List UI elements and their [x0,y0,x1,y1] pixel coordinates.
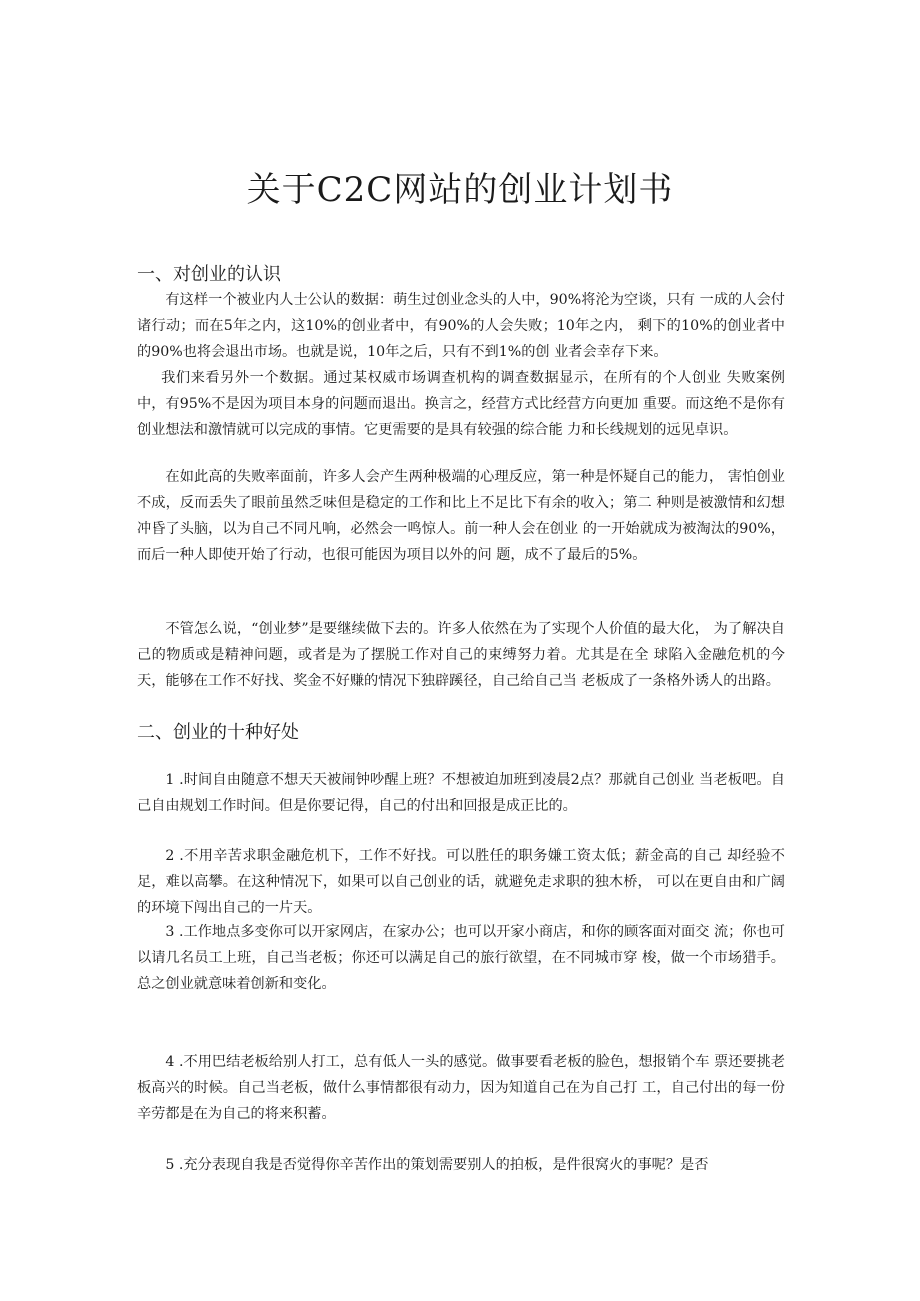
list-item: 4 .不用巴结老板给别人打工，总有低人一头的感觉。做事要看老板的脸色，想报销个车 票还要挑老板高兴的时候。自己当老板，做什么事情都很有动力，因为知道自己在为自己打 工，自己付出的每一份辛劳都是在为自己的将来积蓄。 [137,1054,785,1122]
page-title: 关于C2C网站的创业计划书 [246,170,674,210]
list-item: 3 .工作地点多变你可以开家网店，在家办公；也可以开家小商店，和你的顾客面对面交 流；你也可以请几名员工上班，自己当老板；你还可以满足自己的旅行欲望，在不同城市穿 梭，做一个市场猎手。总之创业就意味着创新和变化。 [137,924,785,992]
list-item: 2 .不用辛苦求职金融危机下，工作不好找。可以胜任的职务嫌工资太低；薪金高的自己 却经验不足，难以高攀。在这种情况下，如果可以自己创业的话，就避免走求职的独木桥， 可以在更自由和广阔的环境下闯出自己的一片天。 [137,848,785,916]
list-item: 1 .时间自由随意不想天天被闹钟吵醒上班？不想被迫加班到凌晨2点？那就自己创业 当老板吧。自己自由规划工作时间。但是你要记得，自己的付出和回报是成正比的。 [137,772,785,814]
paragraph: 在如此高的失败率面前，许多人会产生两种极端的心理反应，第一种是怀疑自己的能力， 害怕创业不成，反而丢失了眼前虽然乏味但是稳定的工作和比上不足比下有余的收入；第二 种则是被激情和幻想冲昏了头脑，以为自己不同凡响，必然会一鸣惊人。前一种人会在创业 的一开始就成为被淘汰的90%，而后一种人即使开始了行动，也很可能因为项目以外的问 题，成不了最后的5%。 [137,469,785,563]
paragraph: 我们来看另外一个数据。通过某权威市场调查机构的调查数据显示，在所有的个人创业 失败案例中，有95%不是因为项目本身的问题而退出。换言之，经营方式比经营方向更加 重要。而这绝不是你有创业想法和激情就可以完成的事情。它更需要的是具有较强的综合能 力和长线规划的远见卓识。 [137,370,785,438]
section-heading-2: 二、创业的十种好处 [137,722,299,743]
paragraph: 不管怎么说，“创业梦”是要继续做下去的。许多人依然在为了实现个人价值的最大化， 为了解决自己的物质或是精神问题，或者是为了摆脱工作对自己的束缚努力着。尤其是在全 球陷入金融危机的今天，能够在工作不好找、奖金不好赚的情况下独辟蹊径，自己给自己当 老板成了一条格外诱人的出路。 [137,621,785,689]
section-heading-1: 一、对创业的认识 [137,264,281,285]
paragraph: 有这样一个被业内人士公认的数据：萌生过创业念头的人中，90%将沦为空谈，只有 一成的人会付诸行动；而在5年之内，这10%的创业者中，有90%的人会失败；10年之内， 剩下的10%的创业者中的90%也将会退出市场。也就是说，10年之后，只有不到1%的创 业者会幸存下来。 [137,292,785,360]
list-item: 5 .充分表现自我是否觉得你辛苦作出的策划需要别人的拍板，是件很窝火的事呢？是否 [165,1157,709,1173]
